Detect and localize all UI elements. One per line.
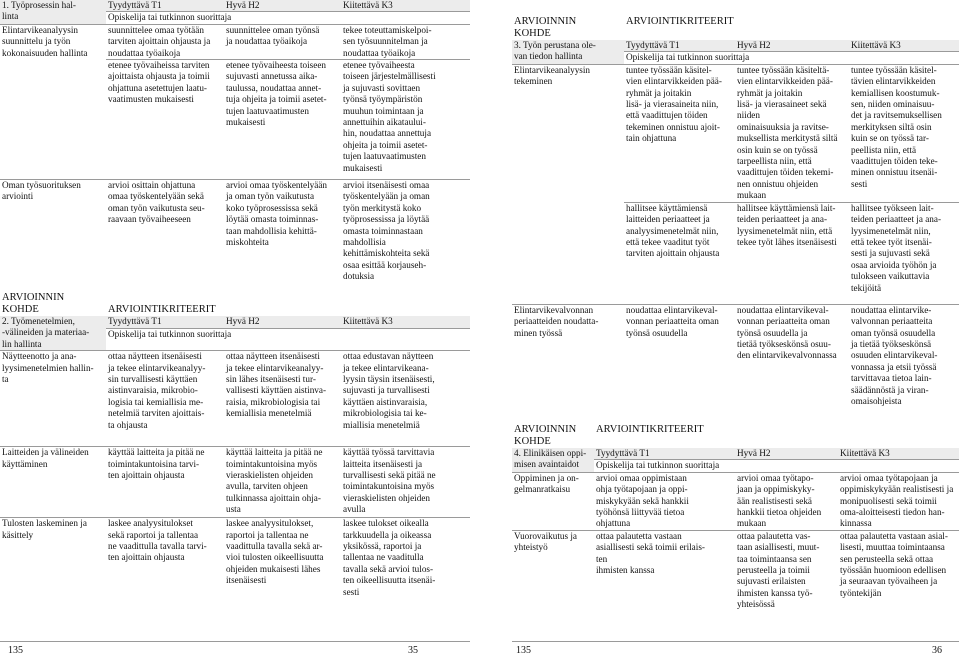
criteria-h2: arvioi omaa työskentelyään ja oman työn vaikutusta koko työprosessissa sekä löytää omasta toiminnas- taan mahdollisia kehittä- miskohteita [226,180,328,248]
section-title-3: 3. Työn perustana ole- van tiedon hallinta [512,40,624,64]
criteria-h2: ottaa näytteen itsenäisesti ja tekee elintarvikeanalyy- sin lähes itsenäisesti tur- vallisesti käyttäen aistinva- raisia, mikrobiologisia tai kemiallisia menetelmiä [224,351,341,447]
criteria-t1: noudattaa elintarvikeval- vonnan periaatteita oman työnsä osuudella [626,304,719,338]
criteria-h2: laskee analyysitulokset, raportoi ja tallentaa ne vaadittulla tavalla sekä ar- vioi tulosten oikeellisuutta ohjeiden mukaisesti lähes itsenäisesti [226,518,324,586]
level-h2: Hyvä H2 [735,40,849,52]
criteria-t1: arvioi omaa oppimistaan ohja työtapojaan ja oppi- miskykyään sekä hankkii työhönsä liittyvää tietoa ohjattuna [594,472,735,530]
row-label: Vuorovaikutus ja yhteistyö [514,530,577,553]
subhead: Opiskelija tai tutkinnon suorittaja [594,460,959,472]
criteria-t1: suunnittelee omaa työtään tarviten ajoittain ohjausta ja noudattaa työaikoja [106,24,224,59]
level-h2: Hyvä H2 [735,448,838,460]
criteria-h2: suunnittelee oman työnsä ja noudattaa työaikoja [224,24,341,59]
criteria-t1: laskee analyysitulokset sekä raportoi ja tallentaa ne vaadittulla tavalla tarvi- ten ajoittain ohjausta [108,518,207,563]
kohde-heading: ARVIOINNIN KOHDE [2,292,65,315]
criteria-t1: käyttää laitteita ja pitää ne toimintakuntoisina tarvi- ten ajoittain ohjausta [106,447,224,518]
criteria-t1: arvioi osittain ohjattuna omaa työskentelyään sekä oman työn vaikutusta seu- raavaan työvaiheeseen [108,180,205,225]
level-k3: Kiitettävä K3 [838,448,959,460]
kriteerit-heading: ARVIOINTIKRITEERIT [596,424,704,435]
criteria-h2: tuntee työssään käsiteltä- vien elintarvikkeiden pää- ryhmät ja joitakin lisä- ja vierasaineet sekä niiden ominaisuuksia ja ravitse- muksellista merkitystä siltä osin kuin se on työssä tarpeellista niin, että vaadittujen töiden tekemi- nen onnistuu ohjeiden mukaan [735,64,849,202]
row-label: Elintarvikevalvonnan periaatteiden noudatta- minen työssä [514,304,599,338]
criteria-h2: hallitsee käyttämiensä lait- teiden periaatteet ja ana- lyysimenetelmät niin, että tekee työt lähes itsenäisesti [735,202,849,304]
footer-rule [512,641,959,642]
level-k3: Kiitettävä K3 [849,40,959,52]
criteria-k3: hallitsee työkseen lait- teiden periaatteet ja ana- lyysimenetelmät niin, että tekee työt itsenäi- sesti ja sujuvasti sekä osaa arvioida työhön ja tulokseen vaikuttavia tekijöitä [849,202,959,304]
criteria-k3: tekee toteuttamiskelpoi- sen työsuunnitelman ja noudattaa työaikoja [341,24,470,59]
criteria-k3: arvioi omaa työtapojaan ja oppimiskykyään realistisesti ja monipuolisesti sekä toimii oma-aloitteisesti tiedon han- kinnassa [838,472,959,530]
criteria-h2: noudattaa elintarvikeval- vonnan periaatteita oman työnsä osuudella ja tietää työkseskönsä osuu- den elintarvikevalvonnassa [737,304,837,361]
criteria-h2: käyttää laitteita ja pitää ne toimintakuntoisina myös vieraskielisten ohjeiden avulla, tarviten ohjeen tulkinnassa ajoittain ohja- usta [224,447,341,518]
row-label: Elintarvikeanalyysin tekeminen [512,64,624,304]
criteria-h2: ottaa palautetta vas- taan asiallisesti, muut- taa toimintaansa sen perusteella ja toimii sujuvasti erilaisten ihmisten kanssa työ- yhteisössä [737,530,820,610]
row-label: Tulosten laskeminen ja käsittely [2,518,87,540]
criteria-k3: ottaa palautetta vastaan asial- lisesti, muuttaa toimintaansa sen perusteella sekä ottaa työssään huomioon edellisen ja seuraavan työvaiheen ja työntekijän [840,530,948,598]
criteria-t1: hallitsee käyttämiensä laitteiden periaatteet ja analyysimenetelmät niin, että tekee vaaditut työt tarviten ajoittain ohjausta [624,202,735,304]
criteria-k3: laskee tulokset oikealla tarkkuudella ja oikeassa yksikössä, raportoi ja tallentaa ne vaaditulla tavalla sekä arvioi tulos- ten oikeellisuutta itsenäi- sesti [343,518,436,597]
criteria-t1: ottaa näytteen itsenäisesti ja tekee elintarvikeanalyy- sin turvallisesti käyttäen aistinvaraisia, mikrobio- logisia tai kemiallisia me- netelmiä tarviten ajoittais- ta ohjausta [106,351,224,447]
subhead: Opiskelija tai tutkinnon suorittaja [624,52,959,64]
row-label: Elintarvikeanalyysin suunnittelu ja työn kokonaisuuden hallinta [0,24,106,179]
level-h2: Hyvä H2 [224,316,341,328]
criteria-k3: noudattaa elintarvike- valvonnan periaatteita oman työnsä osuudella ja tietää työkseskönsä osuuden elintarvikeval- vonnassa ja etsii työssä tarvittavaa tietoa lain- säädännöstä ja viran- omaisohjeista [851,304,938,406]
level-t1: Tyydyttävä T1 [594,448,735,460]
level-h2: Hyvä H2 [224,0,341,12]
right-page [512,0,959,659]
criteria-k3: arvioi itsenäisesti omaa työskentelyään ja oman työn merkitystä koko työprosessissa ja löytää omasta toiminnastaan mahdollisia kehittämiskohteita sekä osaa esittää korjauseh- dotuksia [343,180,430,282]
row-label: Oman työsuorituksen arviointi [2,180,81,202]
criteria-k3: tuntee työssään käsitel- tävien elintarvikkeiden kemiallisen koostumuk- sen, niiden ominaisuu- det ja ravitsemuksellisen merkityksen siltä osin kuin se on työssä tar- peellista niin, että vaadittujen töiden teke- minen onnistuu itsenäi- sesti [849,64,959,202]
level-k3: Kiitettävä K3 [341,316,470,328]
criteria-k3: ottaa edustavan näytteen ja tekee elintarvikeana- lyysin täysin itsenäisesti, sujuvasti ja turvallisesti käyttäen aistinvaraisia, mikrobiologisia tai ke- miallisia menetelmiä [341,351,470,447]
criteria-h2: arvioi omaa työtapo- jaan ja oppimiskyky- ään realistisesti sekä hankkii tietoa ohjeiden mukaan [735,472,838,530]
kohde-heading: ARVIOINNIN KOHDE [514,16,577,39]
level-t1: Tyydyttävä T1 [106,0,224,12]
criteria-t1: ottaa palautetta vastaan asiallisesti sekä toimii erilais- ten ihmisten kanssa [596,530,705,576]
subhead: Opiskelija tai tutkinnon suorittaja [106,328,470,351]
level-t1: Tyydyttävä T1 [106,316,224,328]
kriteerit-heading: ARVIOINTIKRITEERIT [108,304,216,315]
page-number: 135 [8,645,23,656]
criteria-k3: käyttää työssä tarvittavia laitteita itsenäisesti ja turvallisesti sekä pitää ne toimintakuntoisina myös vieraskielisten ohjeiden avulla [341,447,470,518]
section-title-2: 2. Työmenetelmien, -välineiden ja materiaa- lin hallinta [0,316,106,351]
section-title-1: 1. Työprosessin hal- linta [0,0,106,24]
subhead: Opiskelija tai tutkinnon suorittaja [106,12,470,24]
footer-rule [0,641,470,642]
kohde-heading: ARVIOINNIN KOHDE [514,424,577,447]
criteria-table-4 [512,424,959,614]
level-t1: Tyydyttävä T1 [624,40,735,52]
page-number: 35 [408,645,418,656]
criteria-k3: etenee työvaiheesta toiseen järjestelmällisesti ja sujuvasti sovittaen työnsä työympäristön muuhun toimintaan ja annettuihin aikataului- hin, noudattaa annettuja ohjeita ja toimii asetet- tujen laatuvaatimusten mukaisesti [341,60,470,180]
section-title-4: 4. Elinikäisen oppi- misen avaintaidot [512,448,594,472]
row-label: Oppiminen ja on- gelmanratkaisu [512,472,594,530]
criteria-h2: etenee työvaiheesta toiseen sujuvasti annetussa aika- taulussa, noudattaa annet- tuja ohjeita ja toimii asetet- tujen laatuvaatimusten mukaisesti [224,60,341,180]
page-number: 135 [516,645,531,656]
criteria-t1: etenee työvaiheissa tarviten ajoittaista ohjausta ja toimii ohjattuna asetettujen laatu- vaatimusten mukaisesti [106,60,224,180]
level-k3: Kiitettävä K3 [341,0,470,12]
left-page [0,0,470,659]
criteria-t1: tuntee työssään käsitel- vien elintarvikkeiden pää- ryhmät ja joitakin lisä- ja vierasaineita niin, että vaadittujen töiden tekeminen onnistuu ajoit- tain ohjattuna [624,64,735,202]
page-number: 36 [932,645,942,656]
row-label: Näytteenotto ja ana- lyysimenetelmien hallin- ta [0,351,106,447]
row-label: Laitteiden ja välineiden käyttäminen [0,447,106,518]
kriteerit-heading: ARVIOINTIKRITEERIT [626,16,734,27]
criteria-table-2 [0,292,470,600]
criteria-table-3 [512,16,959,424]
criteria-table-1 [0,0,470,292]
